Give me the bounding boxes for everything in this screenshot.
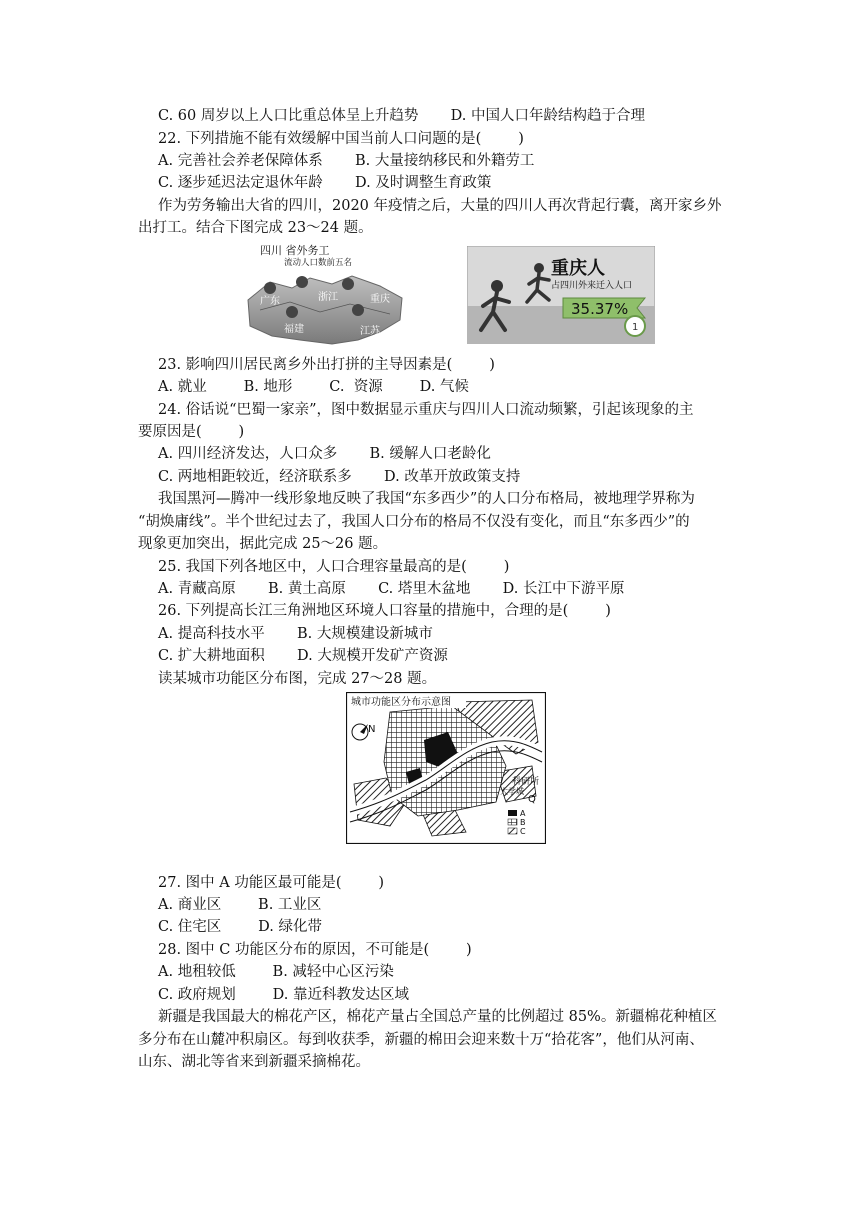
- fig-chongqing-title: 重庆人: [551, 258, 605, 279]
- label-research-institute: 科研所: [512, 777, 540, 787]
- sichuan-migration-figure: [240, 240, 410, 348]
- province-label-fujian: 福建: [284, 324, 304, 335]
- passage-2-line-3: 现象更加突出，据此完成 25～26 题。: [138, 536, 388, 552]
- question-26-options-cd: C. 扩大耕地面积 D. 大规模开发矿产资源: [158, 648, 448, 664]
- city-function-zone-map: [346, 692, 546, 844]
- chongqing-migration-figure: [467, 246, 655, 344]
- option-line-21-cd: C. 60 周岁以上人口比重总体呈上升趋势 D. 中国人口年龄结构趋于合理: [158, 108, 645, 124]
- passage-3: 读某城市功能区分布图，完成 27～28 题。: [158, 671, 437, 687]
- question-26: 26. 下列提高长江三角洲地区环境人口容量的措施中，合理的是( ): [158, 603, 611, 619]
- province-label-chongqing: 重庆: [370, 294, 390, 305]
- question-22: 22. 下列措施不能有效缓解中国当前人口问题的是( ): [158, 131, 524, 147]
- province-label-zhejiang: 浙江: [318, 292, 338, 303]
- fig-sichuan-title-2: 流动人口数前五名: [284, 258, 353, 268]
- legend-b: B: [520, 818, 526, 827]
- question-24-options-cd: C. 两地相距较近，经济联系多 D. 改革开放政策支持: [158, 469, 521, 485]
- province-label-guangdong: 广东: [260, 296, 280, 307]
- question-25-options: A. 青藏高原 B. 黄土高原 C. 塔里木盆地 D. 长江中下游平原: [158, 581, 625, 597]
- legend-a: A: [520, 809, 526, 818]
- passage-2-line-1: 我国黑河—腾冲一线形象地反映了我国“东多西少”的人口分布格局，被地理学界称为: [158, 491, 695, 507]
- fig-sichuan-title-1: 四川 省外务工: [260, 244, 330, 257]
- question-24-line-1: 24. 俗话说“巴蜀一家亲”，图中数据显示重庆与四川人口流动频繁，引起该现象的主: [158, 402, 694, 418]
- question-22-options-cd: C. 逐步延迟法定退休年龄 D. 及时调整生育政策: [158, 175, 492, 191]
- passage-1-line-1: 作为劳务输出大省的四川，2020 年疫情之后，大量的四川人再次背起行囊，离开家乡外: [158, 198, 722, 214]
- question-26-options-ab: A. 提高科技水平 B. 大规模建设新城市: [158, 626, 433, 642]
- rank-badge-number: 1: [632, 322, 639, 333]
- north-arrow-label: N: [368, 724, 376, 735]
- passage-2-line-2: “胡焕庸线”。半个世纪过去了，我国人口分布的格局不仅没有变化，而且“东多西少”的: [138, 514, 690, 530]
- passage-4-line-1: 新疆是我国最大的棉花产区，棉花产量占全国总产量的比例超过 85%。新疆棉花种植区: [158, 1009, 717, 1025]
- question-27-options-cd: C. 住宅区 D. 绿化带: [158, 919, 322, 935]
- passage-1-line-2: 出打工。结合下图完成 23～24 题。: [138, 220, 373, 236]
- question-27: 27. 图中 A 功能区最可能是( ): [158, 875, 385, 891]
- question-23: 23. 影响四川居民离乡外出打拼的主导因素是( ): [158, 357, 495, 373]
- label-q: Q: [528, 794, 536, 805]
- question-28-options-cd: C. 政府规划 D. 靠近科教发达区域: [158, 987, 409, 1003]
- fig-chongqing-subtitle: 占四川外来迁入人口: [551, 281, 633, 291]
- question-24-line-2: 要原因是( ): [138, 424, 245, 440]
- passage-4-line-3: 山东、湖北等省来到新疆采摘棉花。: [138, 1054, 370, 1070]
- question-28: 28. 图中 C 功能区分布的原因，不可能是( ): [158, 942, 472, 958]
- question-24-options-ab: A. 四川经济发达，人口众多 B. 缓解人口老龄化: [158, 446, 491, 462]
- question-27-options-ab: A. 商业区 B. 工业区: [158, 897, 322, 913]
- question-23-options: A. 就业 B. 地形 C. 资源 D. 气候: [158, 379, 469, 395]
- province-label-jiangsu: 江苏: [360, 326, 380, 337]
- question-25: 25. 我国下列各地区中，人口合理容量最高的是( ): [158, 559, 510, 575]
- passage-4-line-2: 多分布在山麓冲积扇区。每到收获季，新疆的棉田会迎来数十万“拾花客”，他们从河南、: [138, 1032, 704, 1048]
- city-map-title: 城市功能区分布示意图: [351, 697, 451, 708]
- label-university-town: 大学城: [500, 787, 524, 796]
- legend-c: C: [520, 827, 526, 836]
- question-28-options-ab: A. 地租较低 B. 减轻中心区污染: [158, 964, 394, 980]
- fig-chongqing-percent: 35.37%: [571, 300, 629, 318]
- question-22-options-ab: A. 完善社会养老保障体系 B. 大量接纳移民和外籍劳工: [158, 153, 535, 169]
